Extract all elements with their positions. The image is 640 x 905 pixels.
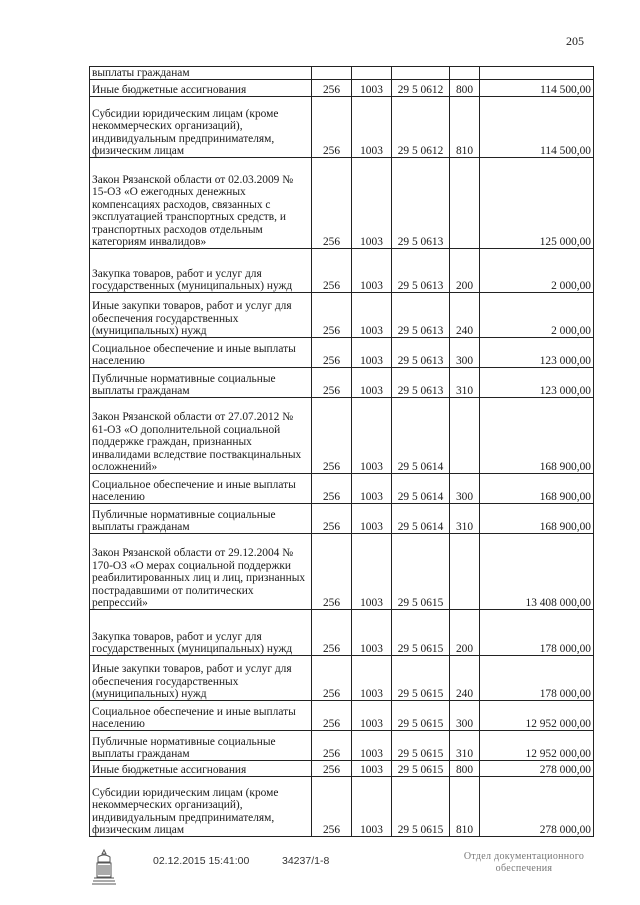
amount: 278 000,00 xyxy=(480,761,594,777)
expense-type-code: 810 xyxy=(450,777,480,837)
target-article-code: 29 5 0613 xyxy=(392,338,450,368)
expense-name: Закон Рязанской области от 02.03.2009 № 15-ОЗ «О ежегодных денежных компенсациях расходов, связанных с эксплуатацией транспортных средств, и транспортных расходов отдельным категориям инвалидов» xyxy=(90,158,312,249)
table-row xyxy=(90,701,594,731)
amount: 2 000,00 xyxy=(480,293,594,338)
ministry-code: 256 xyxy=(312,368,352,398)
expense-type-code: 200 xyxy=(450,610,480,656)
section-code: 1003 xyxy=(352,731,392,761)
ministry-code: 256 xyxy=(312,474,352,504)
amount: 123 000,00 xyxy=(480,338,594,368)
section-code: 1003 xyxy=(352,338,392,368)
target-article-code xyxy=(392,67,450,80)
emblem-icon xyxy=(91,848,117,888)
expense-name: Иные закупки товаров, работ и услуг для обеспечения государственных (муниципальных) нужд xyxy=(90,293,312,338)
expense-name: Социальное обеспечение и иные выплаты населению xyxy=(90,338,312,368)
section-code: 1003 xyxy=(352,293,392,338)
amount: 178 000,00 xyxy=(480,610,594,656)
expense-name: Иные бюджетные ассигнования xyxy=(90,80,312,97)
target-article-code: 29 5 0613 xyxy=(392,158,450,249)
target-article-code: 29 5 0613 xyxy=(392,368,450,398)
table-row xyxy=(90,761,594,777)
table-row xyxy=(90,610,594,656)
page-number: 205 xyxy=(566,34,584,48)
ministry-code: 256 xyxy=(312,610,352,656)
target-article-code: 29 5 0615 xyxy=(392,534,450,610)
stamp-line-1: Отдел документационного xyxy=(463,851,585,862)
table-row xyxy=(90,656,594,701)
section-code xyxy=(352,67,392,80)
expense-name: Социальное обеспечение и иные выплаты населению xyxy=(90,474,312,504)
section-code: 1003 xyxy=(352,761,392,777)
expense-type-code: 310 xyxy=(450,731,480,761)
expense-name: Публичные нормативные социальные выплаты гражданам xyxy=(90,731,312,761)
expense-name: Иные бюджетные ассигнования xyxy=(90,761,312,777)
ministry-code: 256 xyxy=(312,761,352,777)
ministry-code: 256 xyxy=(312,504,352,534)
amount: 178 000,00 xyxy=(480,656,594,701)
expense-name: Закупка товаров, работ и услуг для государственных (муниципальных) нужд xyxy=(90,610,312,656)
table-row xyxy=(90,534,594,610)
page-footer xyxy=(0,848,640,898)
budget-table xyxy=(89,66,594,837)
expense-type-code: 300 xyxy=(450,338,480,368)
expense-type-code: 800 xyxy=(450,80,480,97)
table-row xyxy=(90,80,594,97)
target-article-code: 29 5 0612 xyxy=(392,97,450,158)
target-article-code: 29 5 0615 xyxy=(392,731,450,761)
table-row xyxy=(90,368,594,398)
amount: 13 408 000,00 xyxy=(480,534,594,610)
department-stamp xyxy=(444,851,604,875)
amount xyxy=(480,67,594,80)
amount: 168 900,00 xyxy=(480,398,594,474)
expense-name: Закон Рязанской области от 29.12.2004 № 170-ОЗ «О мерах социальной поддержки реабилитированных лиц и лиц, признанных пострадавшими от политических репрессий» xyxy=(90,534,312,610)
expense-name: Субсидии юридическим лицам (кроме некоммерческих организаций), индивидуальным предпринимателям, физическим лицам xyxy=(90,97,312,158)
expense-type-code: 300 xyxy=(450,701,480,731)
ministry-code: 256 xyxy=(312,80,352,97)
expense-name: Иные закупки товаров, работ и услуг для обеспечения государственных (муниципальных) нужд xyxy=(90,656,312,701)
expense-type-code: 300 xyxy=(450,474,480,504)
expense-type-code: 240 xyxy=(450,293,480,338)
table-row xyxy=(90,293,594,338)
table-row xyxy=(90,777,594,837)
budget-table-body xyxy=(90,67,594,837)
amount: 168 900,00 xyxy=(480,504,594,534)
expense-type-code: 810 xyxy=(450,97,480,158)
amount: 168 900,00 xyxy=(480,474,594,504)
section-code: 1003 xyxy=(352,80,392,97)
ministry-code: 256 xyxy=(312,293,352,338)
target-article-code: 29 5 0614 xyxy=(392,474,450,504)
amount: 12 952 000,00 xyxy=(480,731,594,761)
expense-name: Социальное обеспечение и иные выплаты населению xyxy=(90,701,312,731)
section-code: 1003 xyxy=(352,610,392,656)
amount: 278 000,00 xyxy=(480,777,594,837)
table-row xyxy=(90,158,594,249)
section-code: 1003 xyxy=(352,158,392,249)
section-code: 1003 xyxy=(352,474,392,504)
amount: 12 952 000,00 xyxy=(480,701,594,731)
target-article-code: 29 5 0615 xyxy=(392,701,450,731)
ministry-code: 256 xyxy=(312,656,352,701)
table-row xyxy=(90,504,594,534)
ministry-code: 256 xyxy=(312,701,352,731)
table-row xyxy=(90,398,594,474)
amount: 123 000,00 xyxy=(480,368,594,398)
expense-name: Субсидии юридическим лицам (кроме некоммерческих организаций), индивидуальным предпринимателям, физическим лицам xyxy=(90,777,312,837)
stamp-line-2: обеспечения xyxy=(495,863,553,874)
table-row xyxy=(90,67,594,80)
expense-type-code: 200 xyxy=(450,249,480,293)
section-code: 1003 xyxy=(352,249,392,293)
target-article-code: 29 5 0615 xyxy=(392,610,450,656)
document-number: 34237/1-8 xyxy=(282,855,330,867)
expense-type-code xyxy=(450,534,480,610)
table-row xyxy=(90,338,594,368)
amount: 125 000,00 xyxy=(480,158,594,249)
section-code: 1003 xyxy=(352,777,392,837)
section-code: 1003 xyxy=(352,97,392,158)
amount: 114 500,00 xyxy=(480,97,594,158)
expense-type-code: 240 xyxy=(450,656,480,701)
ministry-code: 256 xyxy=(312,338,352,368)
section-code: 1003 xyxy=(352,701,392,731)
ministry-code: 256 xyxy=(312,777,352,837)
ministry-code: 256 xyxy=(312,158,352,249)
section-code: 1003 xyxy=(352,504,392,534)
target-article-code: 29 5 0612 xyxy=(392,80,450,97)
section-code: 1003 xyxy=(352,656,392,701)
section-code: 1003 xyxy=(352,534,392,610)
target-article-code: 29 5 0615 xyxy=(392,777,450,837)
print-datetime: 02.12.2015 15:41:00 xyxy=(153,855,250,867)
expense-name: Закупка товаров, работ и услуг для государственных (муниципальных) нужд xyxy=(90,249,312,293)
table-row xyxy=(90,97,594,158)
target-article-code: 29 5 0615 xyxy=(392,656,450,701)
ministry-code: 256 xyxy=(312,398,352,474)
expense-name: выплаты гражданам xyxy=(90,67,312,80)
target-article-code: 29 5 0614 xyxy=(392,504,450,534)
table-row xyxy=(90,249,594,293)
expense-type-code xyxy=(450,67,480,80)
ministry-code xyxy=(312,67,352,80)
ministry-code: 256 xyxy=(312,249,352,293)
expense-type-code xyxy=(450,158,480,249)
expense-name: Публичные нормативные социальные выплаты гражданам xyxy=(90,368,312,398)
amount: 114 500,00 xyxy=(480,80,594,97)
ministry-code: 256 xyxy=(312,97,352,158)
target-article-code: 29 5 0613 xyxy=(392,249,450,293)
table-row xyxy=(90,731,594,761)
table-row xyxy=(90,474,594,504)
section-code: 1003 xyxy=(352,398,392,474)
expense-name: Публичные нормативные социальные выплаты гражданам xyxy=(90,504,312,534)
expense-type-code: 310 xyxy=(450,368,480,398)
ministry-code: 256 xyxy=(312,731,352,761)
target-article-code: 29 5 0615 xyxy=(392,761,450,777)
expense-name: Закон Рязанской области от 27.07.2012 № 61-ОЗ «О дополнительной социальной поддержке граждан, признанных инвалидами вследствие поствакцинальных осложнений» xyxy=(90,398,312,474)
target-article-code: 29 5 0613 xyxy=(392,293,450,338)
amount: 2 000,00 xyxy=(480,249,594,293)
expense-type-code: 310 xyxy=(450,504,480,534)
expense-type-code xyxy=(450,398,480,474)
section-code: 1003 xyxy=(352,368,392,398)
expense-type-code: 800 xyxy=(450,761,480,777)
ministry-code: 256 xyxy=(312,534,352,610)
target-article-code: 29 5 0614 xyxy=(392,398,450,474)
